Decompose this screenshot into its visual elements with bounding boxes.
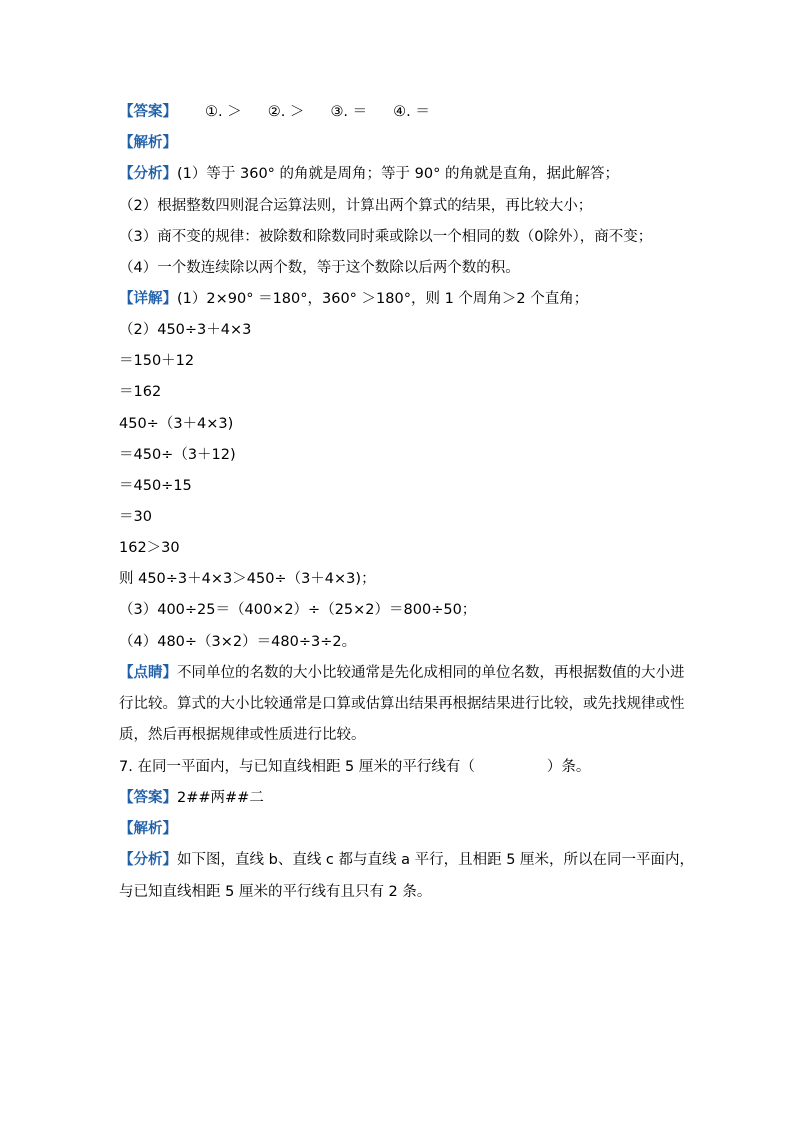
q6-xiangjie-line-6: ＝450÷（3＋12) bbox=[119, 447, 236, 463]
answer-options bbox=[205, 104, 456, 120]
q7-analysis-heading bbox=[119, 819, 177, 839]
q6-dianjing-line-2: 行比较。算式的大小比较通常是口算或估算出结果再根据结果进行比较，或先找规律或性 bbox=[119, 696, 685, 712]
answer-tag: 【答案】 bbox=[119, 104, 177, 120]
q7-question bbox=[119, 757, 590, 777]
q6-dianjing-line-1 bbox=[119, 663, 685, 683]
q6-xiangjie-line-5: 450÷（3＋4×3) bbox=[119, 416, 234, 432]
q7-fenxi-line-1 bbox=[119, 850, 694, 870]
q7-question-text: 7. 在同一平面内，与已知直线相距 5 厘米的平行线有（ bbox=[119, 759, 475, 775]
q6-answer-line bbox=[119, 102, 456, 122]
q6-fenxi-line-2: （2）根据整数四则混合运算法则，计算出两个算式的结果，再比较大小； bbox=[119, 198, 593, 214]
q6-fenxi-line-3: （3）商不变的规律：被除数和除数同时乘或除以一个相同的数（0除外），商不变； bbox=[119, 229, 653, 245]
dianjing-text: 不同单位的名数的大小比较通常是先化成相同的单位名数，再根据数值的大小进 bbox=[177, 665, 685, 681]
dianjing-tag: 【点睛】 bbox=[119, 665, 177, 681]
q6-xiangjie-line-3: ＝150＋12 bbox=[119, 353, 195, 369]
q7-fenxi-line-2: 与已知直线相距 5 厘米的平行线有且只有 2 条。 bbox=[119, 884, 432, 900]
q7-question-end: ）条。 bbox=[546, 759, 591, 775]
q6-xiangjie-line-1 bbox=[119, 289, 588, 309]
answer-option-2: ②. ＞ bbox=[267, 104, 305, 120]
q7-answer-text: 2##两##二 bbox=[177, 790, 264, 806]
q6-xiangjie-line-9: 162＞30 bbox=[119, 540, 180, 556]
q7-fenxi-text: 如下图，直线 b、直线 c 都与直线 a 平行，且相距 5 厘米，所以在同一平面内， bbox=[177, 852, 695, 868]
q6-analysis-heading bbox=[119, 133, 177, 153]
answer-option-3: ③. ＝ bbox=[330, 104, 368, 120]
q6-fenxi-line-1 bbox=[119, 164, 619, 184]
fenxi-tag: 【分析】 bbox=[119, 166, 177, 182]
q7-fenxi-tag: 【分析】 bbox=[119, 852, 177, 868]
q6-xiangjie-line-7: ＝450÷15 bbox=[119, 478, 192, 494]
xiangjie-text: (1）2×90° ＝180°，360° ＞180°，则 1 个周角＞2 个直角； bbox=[177, 291, 589, 307]
q6-xiangjie-line-2: （2）450÷3＋4×3 bbox=[119, 322, 252, 338]
q6-xiangjie-line-12: （4）480÷（3×2）＝480÷3÷2。 bbox=[119, 634, 357, 650]
q7-analysis-tag: 【解析】 bbox=[119, 821, 177, 837]
q6-xiangjie-line-11: （3）400÷25＝（400×2）÷（25×2）＝800÷50； bbox=[119, 602, 477, 618]
q6-dianjing-line-3: 质，然后再根据规律或性质进行比较。 bbox=[119, 727, 366, 743]
answer-option-4: ④. ＝ bbox=[393, 104, 430, 120]
answer-option-1: ①. ＞ bbox=[205, 104, 242, 120]
q6-xiangjie-line-8: ＝30 bbox=[119, 509, 152, 525]
analysis-tag: 【解析】 bbox=[119, 135, 177, 151]
q7-answer-tag: 【答案】 bbox=[119, 790, 177, 806]
q6-xiangjie-line-4: ＝162 bbox=[119, 384, 162, 400]
fenxi-text: (1）等于 360° 的角就是周角；等于 90° 的角就是直角，据此解答； bbox=[177, 166, 619, 182]
q6-xiangjie-line-10: 则 450÷3＋4×3＞450÷（3＋4×3)； bbox=[119, 571, 376, 587]
q6-fenxi-line-4: （4）一个数连续除以两个数，等于这个数除以后两个数的积。 bbox=[119, 260, 520, 276]
xiangjie-tag: 【详解】 bbox=[119, 291, 177, 307]
q7-answer-line bbox=[119, 788, 264, 808]
